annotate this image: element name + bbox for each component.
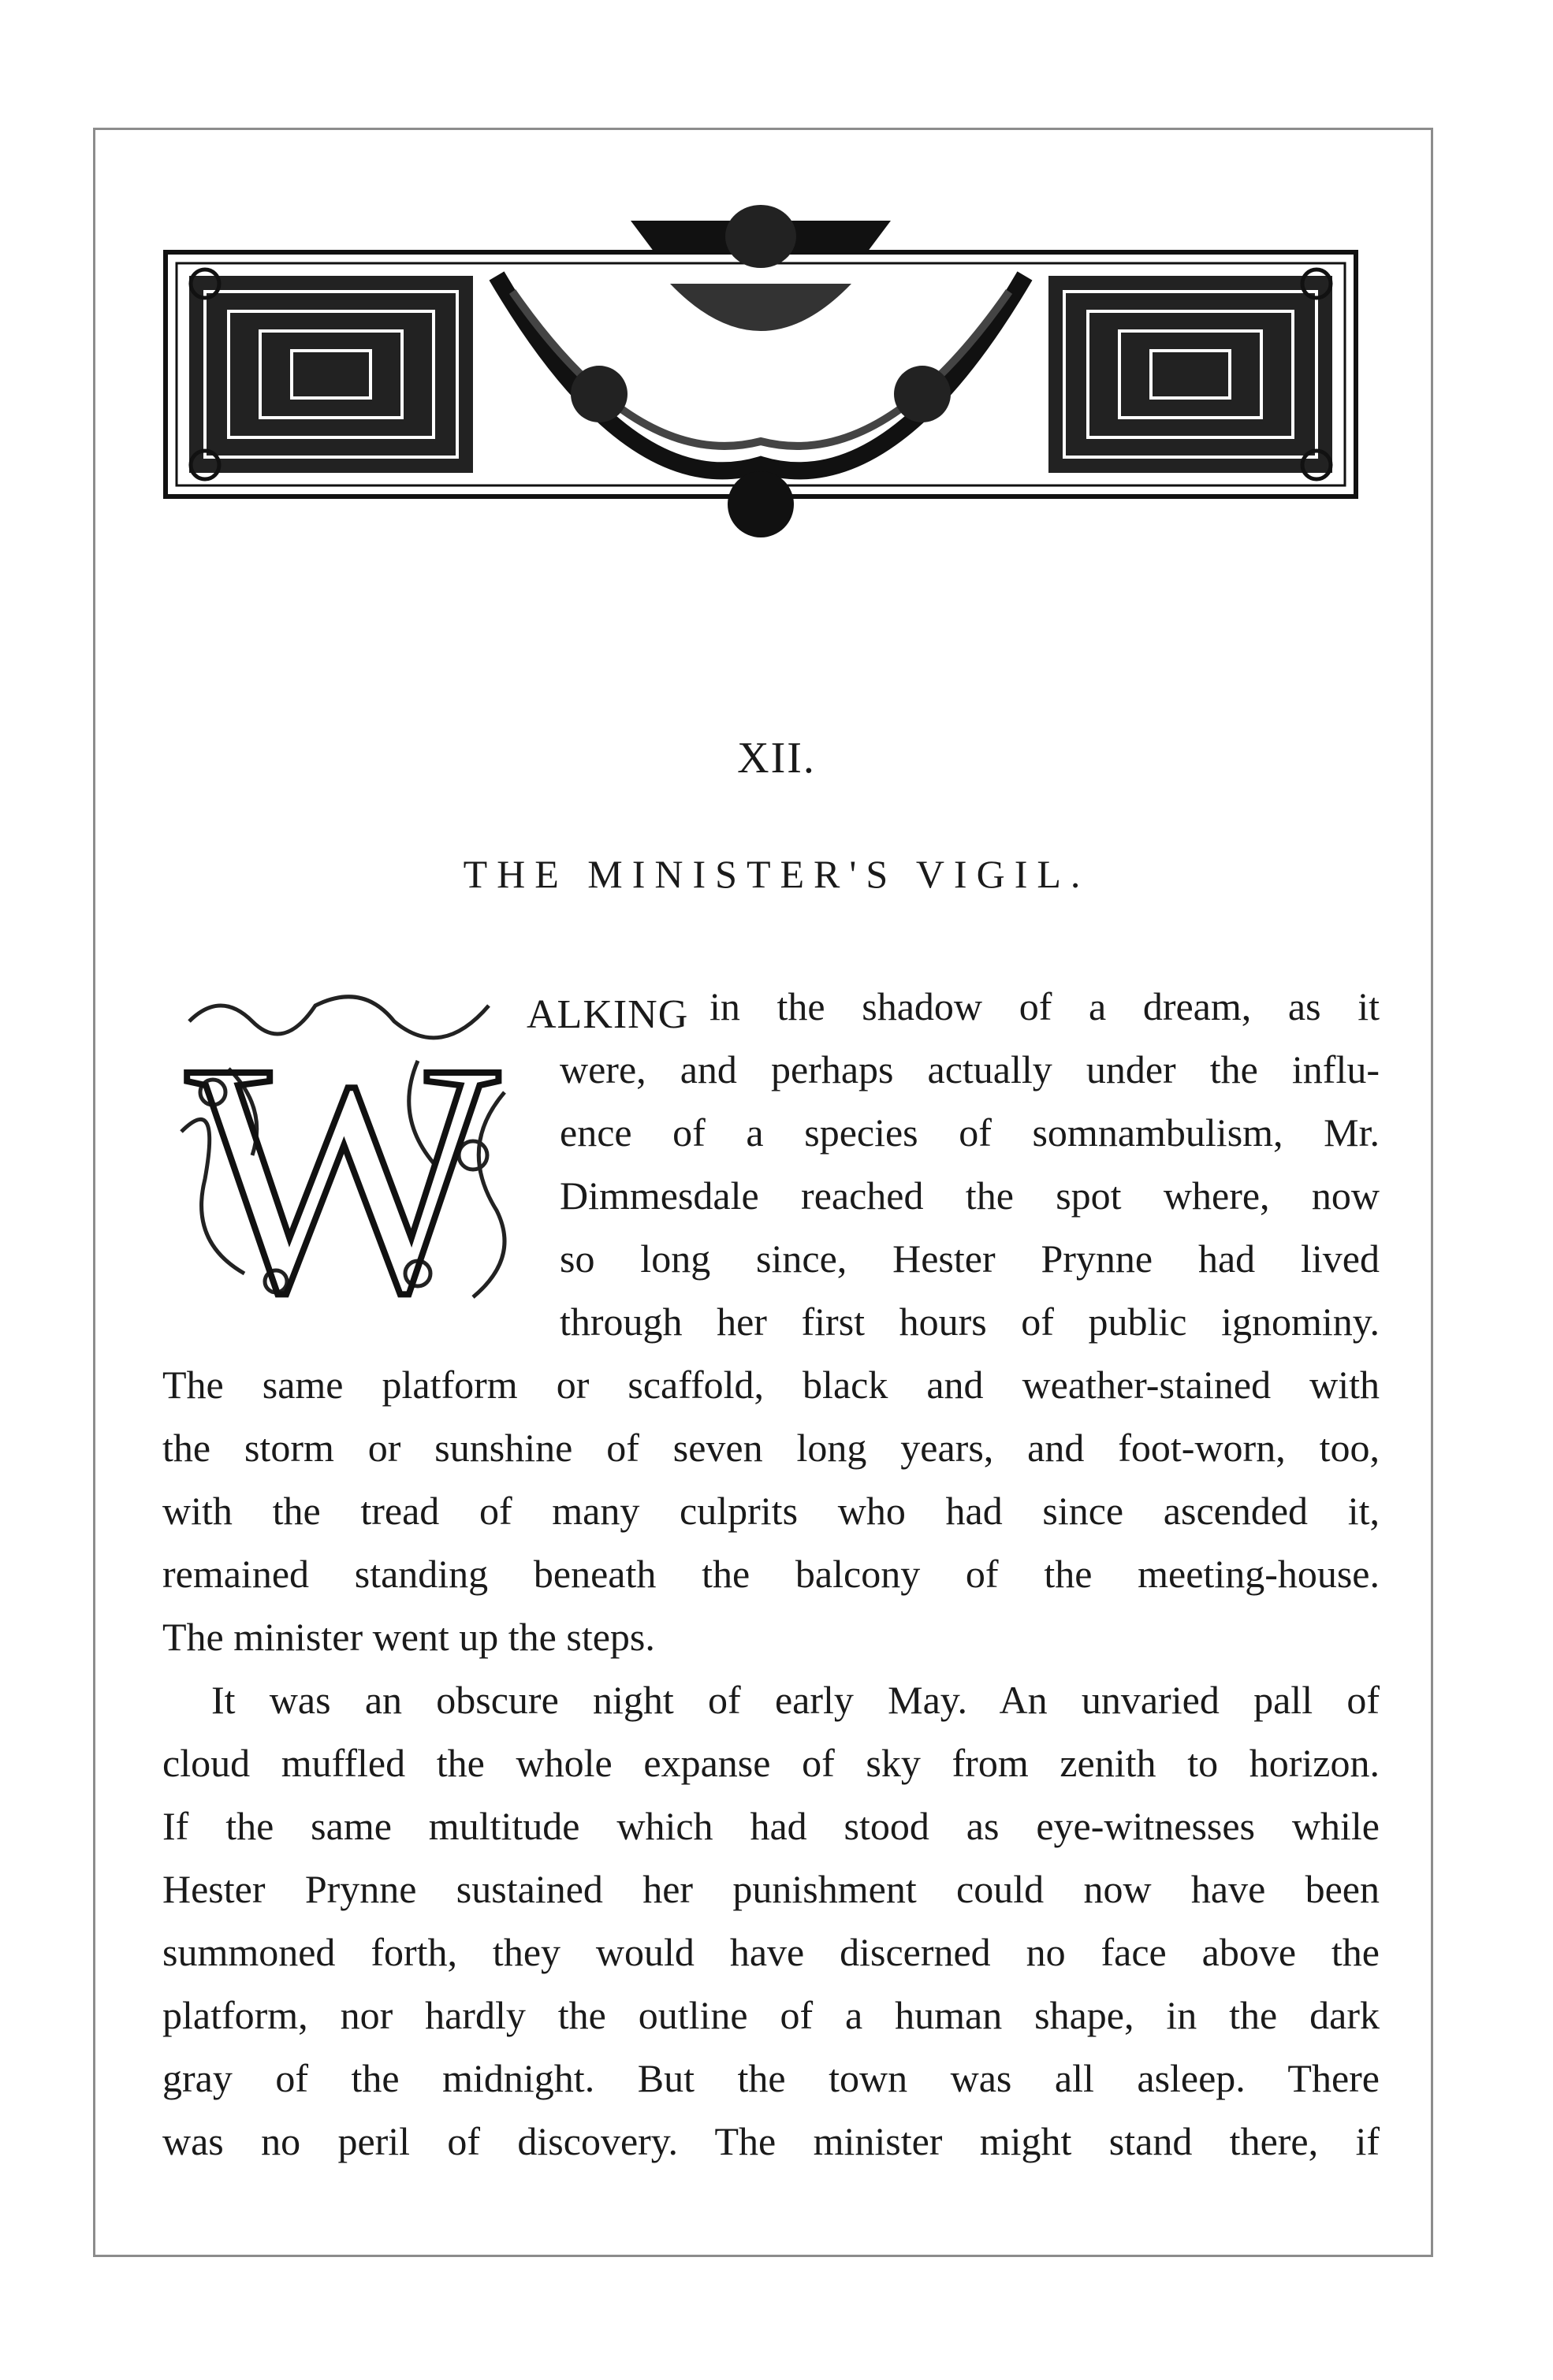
text-line: the storm or sunshine of seven long years, and foot-worn, too, [162,1426,1380,1470]
text-line: cloud muffled the whole expanse of sky from zenith to horizon. [162,1741,1380,1785]
text-line: were, and perhaps actually under the influ- [560,1047,1380,1091]
text-line: in the shadow of a dream, as it [709,984,1380,1028]
text-line: gray of the midnight. But the town was all asleep. There [162,2056,1380,2100]
text-line: It was an obscure night of early May. An unvaried pall of [211,1678,1380,1722]
text-line: The same platform or scaffold, black and weather-stained with [162,1363,1380,1407]
text-line: The minister went up the steps. [162,1615,655,1659]
drop-cap-word-remainder: ALKING [527,992,689,1037]
chapter-number: XII. [737,734,816,783]
drop-cap-letter: W [186,995,500,1321]
headpiece-ornament [158,205,1364,544]
text-line: summoned forth, they would have discerned no face above the [162,1930,1380,1974]
drop-cap-initial [158,974,528,1321]
text-line: platform, nor hardly the outline of a human shape, in the dark [162,1993,1380,2037]
text-line: ence of a species of somnambulism, Mr. [560,1110,1380,1155]
text-line: remained standing beneath the balcony of the meeting-house. [162,1552,1380,1596]
text-line: was no peril of discovery. The minister might stand there, if [162,2119,1380,2163]
text-line: Hester Prynne sustained her punishment could now have been [162,1867,1380,1911]
text-line: through her first hours of public ignominy. [560,1300,1380,1344]
text-line: with the tread of many culprits who had since ascended it, [162,1489,1380,1533]
text-line: so long since, Hester Prynne had lived [560,1236,1380,1281]
text-line: Dimmesdale reached the spot where, now [560,1173,1380,1218]
chapter-title: THE MINISTER'S VIGIL. [463,852,1090,896]
text-line: If the same multitude which had stood as eye-witnesses while [162,1804,1380,1848]
